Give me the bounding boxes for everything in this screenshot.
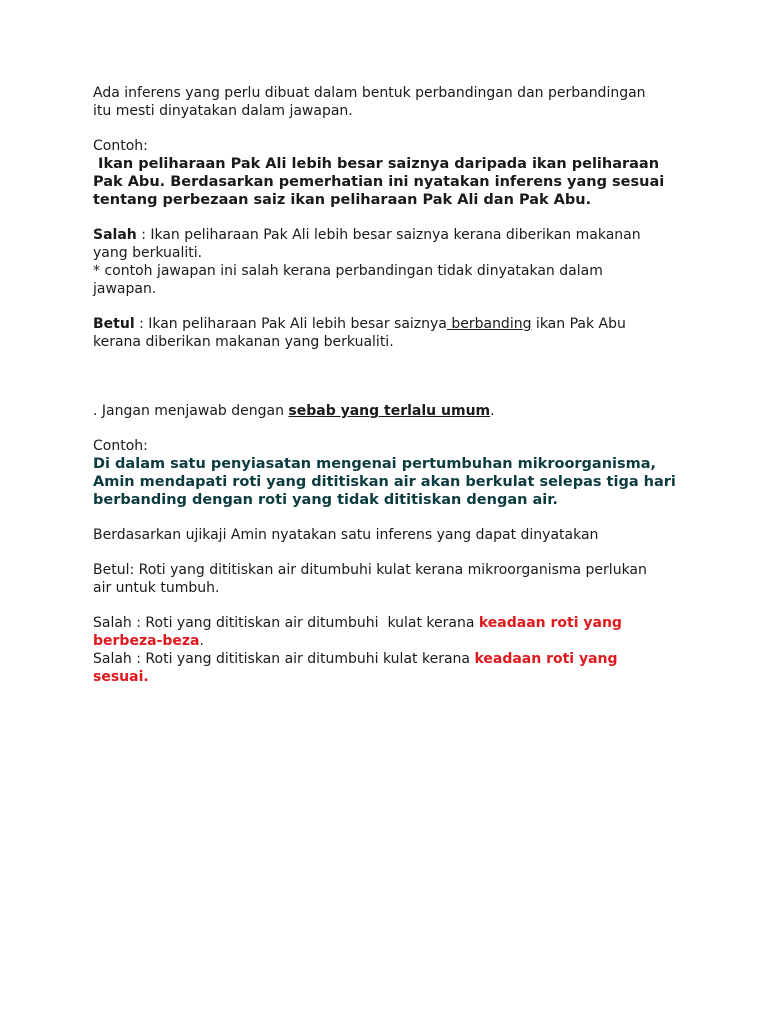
example1-label: Contoh: <box>93 138 148 154</box>
wrong1-red-emphasis: keadaan roti yang <box>478 615 622 631</box>
spacer <box>93 544 693 561</box>
intro-line-1: Ada inferens yang perlu dibuat dalam bentuk perbandingan dan perbandingan <box>93 85 646 101</box>
spacer <box>93 351 693 402</box>
document-page <box>93 84 693 686</box>
section2-emphasis: sebab yang terlalu umum <box>288 403 491 419</box>
example1-note-line-1: * contoh jawapan ini salah kerana perbandingan tidak dinyatakan dalam <box>93 263 603 279</box>
example1-right-answer <box>93 315 693 333</box>
spacer <box>93 120 693 137</box>
example2-question-line-1: Di dalam satu penyiasatan mengenai pertumbuhan mikroorganisma, <box>93 456 657 472</box>
spacer <box>93 209 693 226</box>
wrong1-end: . <box>199 633 204 649</box>
example1-note-line-2: jawapan. <box>93 281 157 297</box>
wrong-label: Salah <box>93 227 137 243</box>
wrong1-text: Salah : Roti yang dititiskan air ditumbuhi kulat kerana <box>93 615 479 631</box>
section2-heading <box>93 402 693 420</box>
section2-suffix: . <box>490 403 495 419</box>
example2-wrong-1 <box>93 614 693 632</box>
spacer <box>93 420 693 437</box>
wrong-answer-text: : Ikan peliharaan Pak Ali lebih besar saiznya kerana diberikan makanan <box>136 227 641 243</box>
example2-right-line-1: Betul: Roti yang dititiskan air ditumbuhi kulat kerana mikroorganisma perlukan <box>93 562 647 578</box>
example1-wrong-answer <box>93 226 693 244</box>
example2-right-line-2: air untuk tumbuh. <box>93 580 220 596</box>
intro-line-2: itu mesti dinyatakan dalam jawapan. <box>93 103 353 119</box>
spacer <box>93 597 693 614</box>
right-label: Betul <box>93 316 135 332</box>
spacer <box>93 509 693 526</box>
example1-wrong-answer-line-2: yang berkualiti. <box>93 245 203 261</box>
section2-prefix: . Jangan menjawab dengan <box>93 403 289 419</box>
wrong2-text: Salah : Roti yang dititiskan air ditumbuhi kulat kerana <box>93 651 475 667</box>
example1-question-line-3: tentang perbezaan saiz ikan peliharaan Pak Ali dan Pak Abu. <box>93 192 592 208</box>
example1-right-answer-line-2: kerana diberikan makanan yang berkualiti. <box>93 334 394 350</box>
wrong2-red-emphasis-cont: sesuai. <box>93 669 149 685</box>
spacer <box>93 298 693 315</box>
example1-question-line-1: Ikan peliharaan Pak Ali lebih besar saiznya daripada ikan peliharaan <box>93 156 660 172</box>
example2-question-line-2: Amin mendapati roti yang dititiskan air akan berkulat selepas tiga hari <box>93 474 676 490</box>
wrong2-red-emphasis: keadaan roti yang <box>474 651 618 667</box>
example1-question-line-2: Pak Abu. Berdasarkan pemerhatian ini nyatakan inferens yang sesuai <box>93 174 665 190</box>
right-answer-text: : Ikan peliharaan Pak Ali lebih besar saiznya <box>134 316 447 332</box>
example2-question-line-3: berbanding dengan roti yang tidak dititiskan dengan air. <box>93 492 558 508</box>
example2-instruction: Berdasarkan ujikaji Amin nyatakan satu inferens yang dapat dinyatakan <box>93 527 599 543</box>
right-answer-underlined: berbanding <box>446 316 532 332</box>
wrong1-red-emphasis-cont: berbeza-beza <box>93 633 200 649</box>
example2-wrong-2 <box>93 650 693 668</box>
right-answer-text-end: ikan Pak Abu <box>531 316 626 332</box>
example2-wrong-2-line-2 <box>93 668 693 686</box>
example2-wrong-1-line-2 <box>93 632 693 650</box>
example2-label: Contoh: <box>93 438 148 454</box>
